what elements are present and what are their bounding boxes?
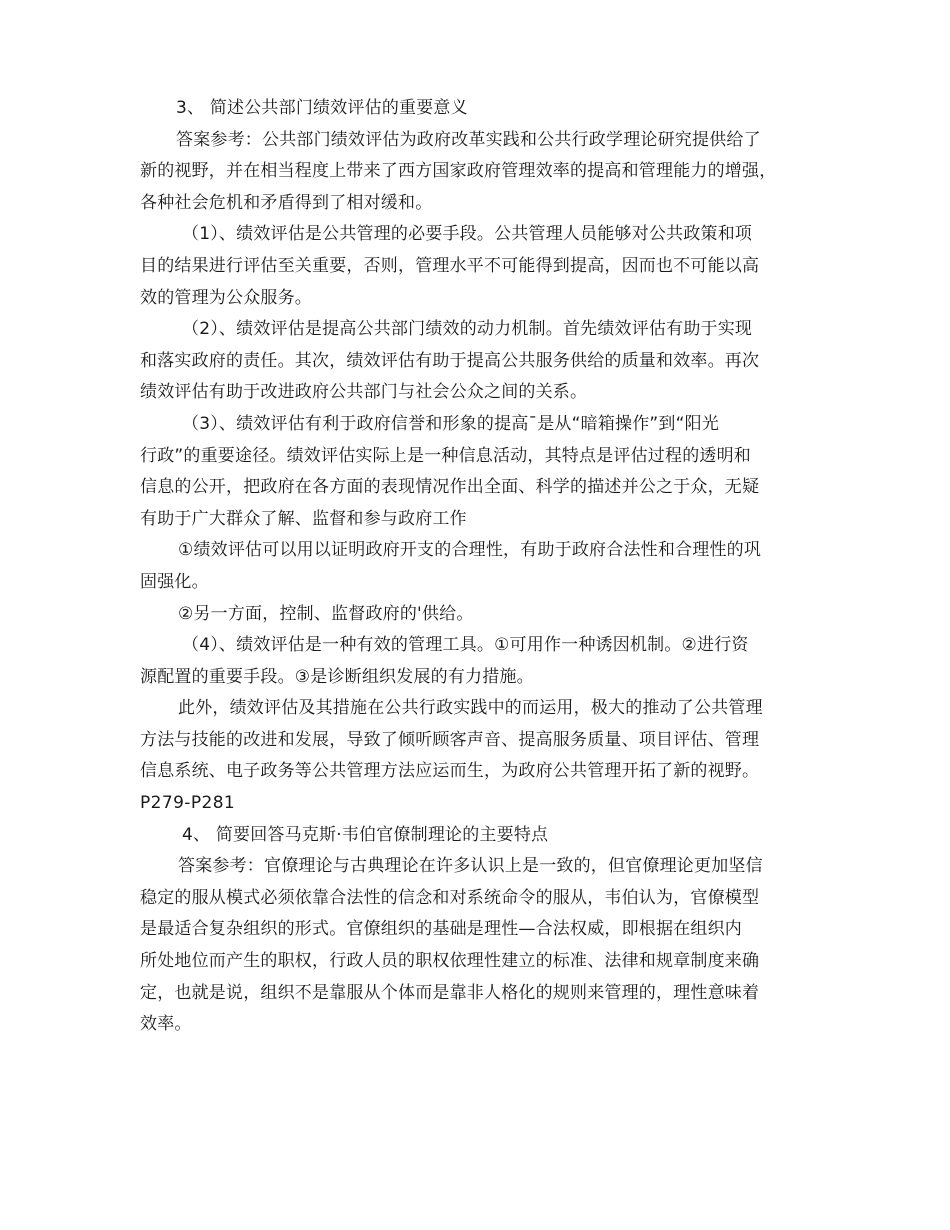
point-3-line: 有助于广大群众了解、监督和参与政府工作 xyxy=(140,508,467,529)
answer-4-line: 稳定的服从模式必须依靠合法性的信念和对系统命令的服从，韦伯认为，官僚模型 xyxy=(140,887,760,908)
point-4-line: 源配置的重要手段。③是诊断组织发展的有力措施。 xyxy=(140,666,534,687)
question-3-heading: 3、 简述公共部门绩效评估的重要意义 xyxy=(176,98,468,118)
summary-line: 方法与技能的改进和发展，导致了倾听顾客声音、提高服务质量、项目评估、管理 xyxy=(140,729,760,750)
sub-point-1-line: 固强化。 xyxy=(140,571,209,592)
sub-point-2-line: ②另一方面，控制、监督政府的'供给。 xyxy=(178,603,474,624)
point-2-line: （2）、绩效评估是提高公共部门绩效的动力机制。首先绩效评估有助于实现 xyxy=(182,319,753,340)
point-2-line: 绩效评估有助于改进政府公共部门与社会公众之间的关系。 xyxy=(140,382,588,403)
point-1-line: 目的结果进行评估至关重要，否则，管理水平不可能得到提高，因而也不可能以高 xyxy=(140,255,760,276)
point-3-line: 信息的公开，把政府在各方面的表现情况作出全面、科学的描述并公之于众，无疑 xyxy=(140,477,760,498)
point-1-line: 效的管理为公众服务。 xyxy=(140,287,312,308)
point-4-line: （4）、绩效评估是一种有效的管理工具。①可用作一种诱因机制。②进行资 xyxy=(182,635,749,656)
point-2-line: 和落实政府的责任。其次，绩效评估有助于提高公共服务供给的质量和效率。再次 xyxy=(140,350,760,371)
point-3-line: （3）、绩效评估有利于政府信誉和形象的提高¯是从“暗箱操作”到“阳光 xyxy=(182,413,720,434)
page-reference: P279-P281 xyxy=(140,793,236,814)
answer-3-line: 各种社会危机和矛盾得到了相对缓和。 xyxy=(140,192,433,213)
answer-3-line: 新的视野，并在相当程度上带来了西方国家政府管理效率的提高和管理能力的增强， xyxy=(140,161,777,182)
question-4-heading: 4、 简要回答马克斯·韦伯官僚制理论的主要特点 xyxy=(182,824,549,845)
point-1-line: （1）、绩效评估是公共管理的必要手段。公共管理人员能够对公共政策和项 xyxy=(182,224,753,245)
summary-line: 此外，绩效评估及其措施在公共行政实践中的而运用，极大的推动了公共管理 xyxy=(178,698,763,719)
answer-4-line: 效率。 xyxy=(140,1014,192,1035)
answer-4-line: 答案参考：官僚理论与古典理论在许多认识上是一致的，但官僚理论更加坚信 xyxy=(178,856,763,877)
answer-3-line: 答案参考：公共部门绩效评估为政府改革实践和公共行政学理论研究提供给了 xyxy=(176,129,761,150)
point-3-line: 行政”的重要途径。绩效评估实际上是一种信息活动，其特点是评估过程的透明和 xyxy=(140,445,752,466)
answer-4-line: 所处地位而产生的职权，行政人员的职权依理性建立的标准、法律和规章制度来确 xyxy=(140,951,760,972)
document-body xyxy=(140,93,830,1041)
answer-4-line: 定，也就是说，组织不是靠服从个体而是靠非人格化的规则来管理的，理性意味着 xyxy=(140,982,760,1003)
sub-point-1-line: ①绩效评估可以用以证明政府开支的合理性，有助于政府合法性和合理性的巩 xyxy=(178,540,762,561)
summary-line: 信息系统、电子政务等公共管理方法应运而生，为政府公共管理开拓了新的视野。 xyxy=(140,761,760,782)
answer-4-line: 是最适合复杂组织的形式。官僚组织的基础是理性—合法权威，即根据在组织内 xyxy=(140,919,742,940)
